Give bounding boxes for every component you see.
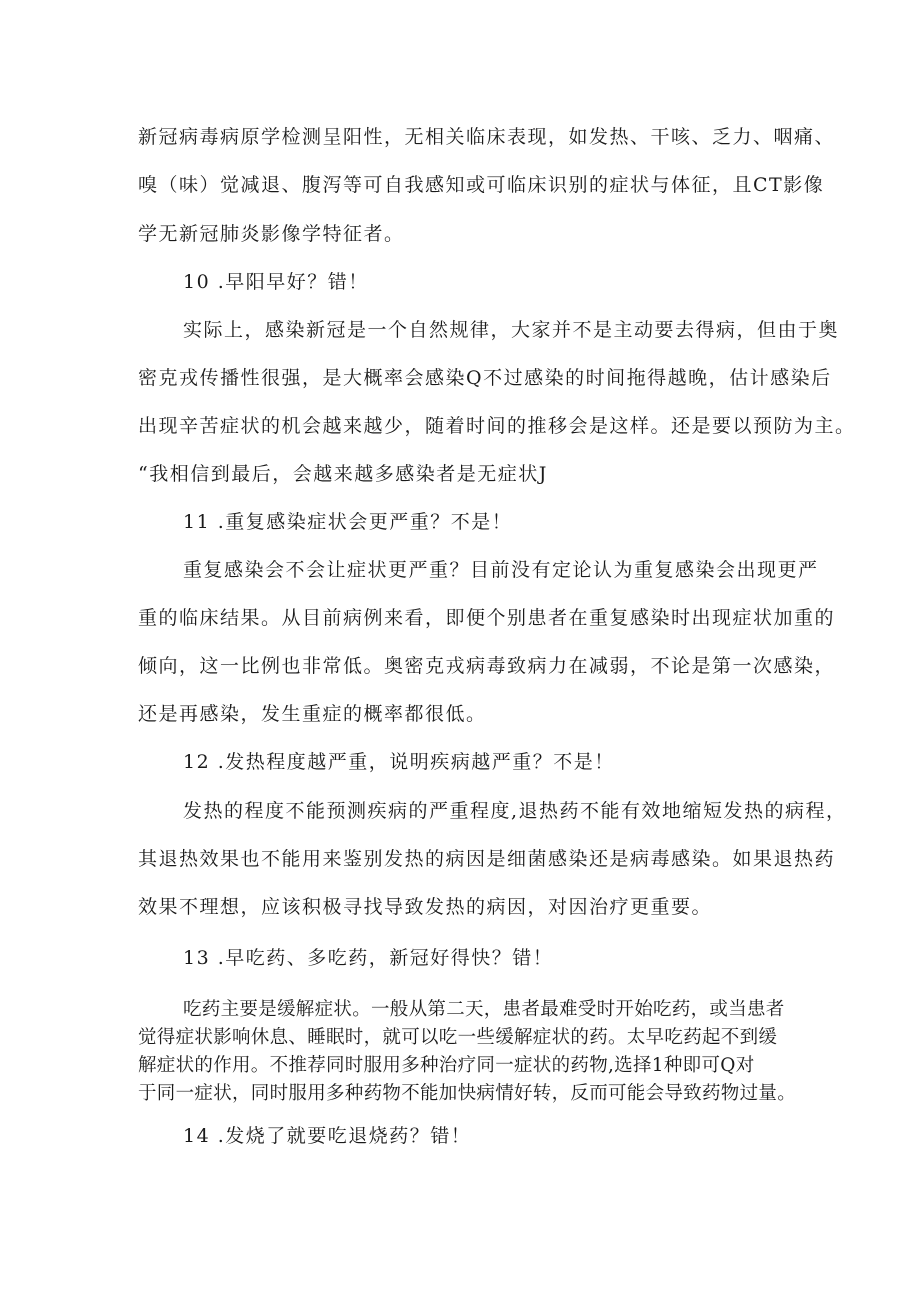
section-11-line-1: 重复感染会不会让症状更严重？目前没有定论认为重复感染会出现更严 xyxy=(183,559,819,581)
section-13-heading: 13 .早吃药、多吃药，新冠好得快？错！ xyxy=(183,947,554,969)
section-12-line-3: 效果不理想，应该积极寻找导致发热的病因，对因治疗更重要。 xyxy=(138,896,713,918)
section-10-line-1: 实际上，感染新冠是一个自然规律，大家并不是主动要去得病，但由于奥 xyxy=(183,319,840,341)
section-11-line-3: 倾向，这一比例也非常低。奥密克戎病毒致病力在减弱，不论是第一次感染， xyxy=(138,655,836,677)
section-11-heading: 11 .重复感染症状会更严重？不是！ xyxy=(183,511,513,533)
section-10-line-4: “我相信到最后，会越来越多感染者是无症状J xyxy=(138,463,548,485)
section-14-heading: 14 .发烧了就要吃退烧药？错！ xyxy=(183,1125,472,1147)
intro-line-1: 新冠病毒病原学检测呈阳性，无相关临床表现，如发热、干咳、乏力、咽痛、 xyxy=(138,126,836,148)
section-12-heading: 12 .发热程度越严重，说明疾病越严重？不是！ xyxy=(183,751,615,773)
section-12-line-1: 发热的程度不能预测疾病的严重程度,退热药不能有效地缩短发热的病程， xyxy=(183,800,847,822)
section-12-line-2: 其退热效果也不能用来鉴别发热的病因是细菌感染还是病毒感染。如果退热药 xyxy=(138,848,836,870)
section-13-line-3: 解症状的作用。不推荐同时服用多种治疗同一症状的药物,选择1种即可Q对 xyxy=(138,1055,755,1076)
section-11-line-2: 重的临床结果。从目前病例来看，即便个别患者在重复感染时出现症状加重的 xyxy=(138,607,836,629)
section-13-line-4: 于同一症状，同时服用多种药物不能加快病情好转，反而可能会导致药物过量。 xyxy=(138,1083,797,1104)
section-10-line-3: 出现辛苦症状的机会越来越少，随着时间的推移会是这样。还是要以预防为主。 xyxy=(138,415,856,437)
section-10-heading: 10 .早阳早好？错！ xyxy=(183,271,369,293)
intro-line-3: 学无新冠肺炎影像学特征者。 xyxy=(138,223,405,245)
intro-line-2: 嗅（味）觉减退、腹泻等可自我感知或可临床识别的症状与体征，且CT影像 xyxy=(138,174,825,196)
section-11-line-4: 还是再感染，发生重症的概率都很低。 xyxy=(138,703,487,725)
section-13-line-1: 吃药主要是缓解症状。一般从第二天，患者最难受时开始吃药，或当患者 xyxy=(183,999,785,1020)
section-13-line-2: 觉得症状影响休息、睡眠时，就可以吃一些缓解症状的药。太早吃药起不到缓 xyxy=(138,1027,778,1048)
section-10-line-2: 密克戎传播性很强，是大概率会感染Q不过感染的时间拖得越晚，估计感染后 xyxy=(138,367,832,389)
